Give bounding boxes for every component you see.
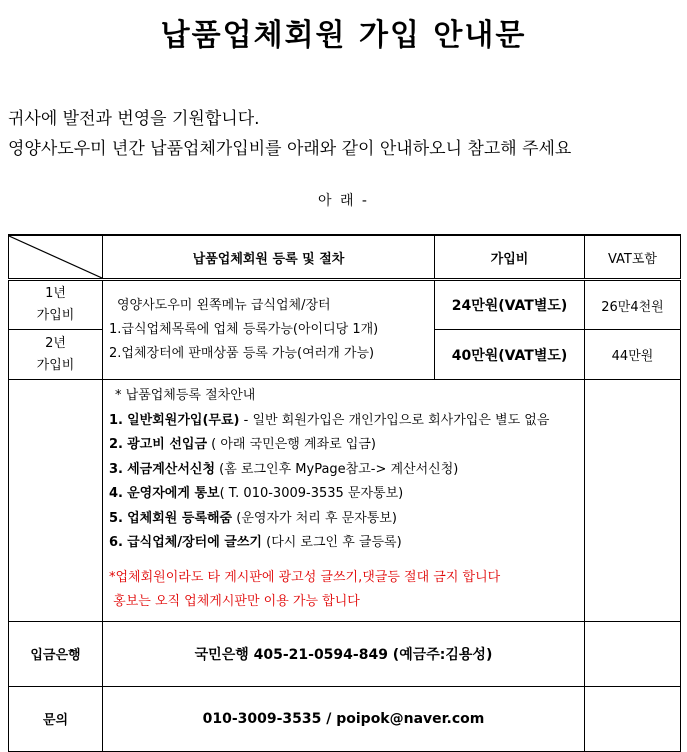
step-bold: 광고비 선입금 <box>127 437 207 452</box>
page-title: 납품업체회원 가입 안내문 <box>160 18 527 53</box>
empty-cell <box>9 380 103 622</box>
diagonal-line-icon <box>9 236 102 278</box>
steps-heading: * 납품업체등록 절차안내 <box>115 388 256 403</box>
process-line3: 2.업체장터에 판매상품 등록 가능(여러개 가능) <box>109 346 375 361</box>
bank-label: 입금은행 <box>9 621 103 686</box>
step-item <box>109 531 584 556</box>
table-row <box>9 280 681 330</box>
period-cell <box>9 330 103 380</box>
step-num: 3. <box>109 461 123 477</box>
subheading: 아 래 - <box>317 193 369 209</box>
step-bold: 업체회원 등록해줌 <box>127 510 233 526</box>
process-line1: 영양사도우미 왼쪽메뉴 급식업체/장터 <box>117 298 331 313</box>
step-bold: 운영자에게 통보 <box>127 486 220 501</box>
step-item <box>109 507 584 532</box>
step-num: 5. <box>109 510 123 526</box>
empty-cell <box>585 621 681 686</box>
step-rest: - 일반 회원가입은 개인가입으로 회사가입은 별도 없음 <box>239 412 550 428</box>
steps-row <box>9 380 681 622</box>
process-line2: 1.급식업체목록에 업체 등록가능(아이디당 1개) <box>109 322 379 337</box>
contact-value: 010-3009-3535 / poipok@naver.com <box>103 686 585 751</box>
step-num: 2. <box>109 437 123 452</box>
period-line2: 가입비 <box>36 308 75 323</box>
header-fee: 가입비 <box>435 235 585 280</box>
step-rest: (운영자가 처리 후 문자통보) <box>232 510 397 526</box>
greeting-line-1: 귀사에 발전과 번영을 기원합니다. <box>8 109 260 129</box>
step-rest: ( T. 010-3009-3535 문자통보) <box>219 486 404 501</box>
bank-value: 국민은행 405-21-0594-849 (예금주:김용성) <box>103 621 585 686</box>
steps-cell <box>103 380 585 622</box>
diagonal-header-cell <box>9 235 103 280</box>
greeting-line-2: 영양사도우미 년간 납품업체가입비를 아래와 같이 안내하오니 참고해 주세요 <box>8 139 572 159</box>
period-line2: 가입비 <box>36 357 75 373</box>
empty-cell <box>585 380 681 622</box>
contact-label: 문의 <box>9 686 103 751</box>
step-num: 6. <box>109 535 123 550</box>
step-bold: 급식업체/장터에 글쓰기 <box>127 535 262 550</box>
bank-row <box>9 621 681 686</box>
empty-cell <box>585 686 681 751</box>
period-line1: 2년 <box>45 335 66 351</box>
step-rest: ( 아래 국민은행 계좌로 입금) <box>207 437 376 452</box>
fee-table <box>8 234 681 752</box>
warning-line1: *업체회원이라도 타 게시판에 광고성 글쓰기,댓글등 절대 금지 합니다 <box>109 569 501 585</box>
fee-cell: 40만원(VAT별도) <box>435 330 585 380</box>
step-bold: 세금계산서신청 <box>127 461 216 477</box>
period-line1: 1년 <box>45 286 66 301</box>
step-num: 4. <box>109 486 123 501</box>
step-item <box>109 409 584 434</box>
header-row <box>9 235 681 280</box>
vat-cell: 26만4천원 <box>585 280 681 330</box>
header-vat: VAT포함 <box>585 235 681 280</box>
fee-cell: 24만원(VAT별도) <box>435 280 585 330</box>
step-item <box>109 433 584 458</box>
process-cell <box>103 280 435 380</box>
step-num: 1. <box>109 412 123 428</box>
header-process: 납품업체회원 등록 및 절차 <box>103 235 435 280</box>
warning-line2: 홍보는 오직 업체게시판만 이용 가능 합니다 <box>109 594 360 609</box>
step-bold: 일반회원가입(무료) <box>127 412 240 428</box>
vat-cell: 44만원 <box>585 330 681 380</box>
step-item <box>109 482 584 507</box>
step-rest: (다시 로그인 후 글등록) <box>261 535 402 550</box>
period-cell <box>9 280 103 330</box>
contact-row <box>9 686 681 751</box>
step-item <box>109 458 584 483</box>
step-rest: (홈 로그인후 MyPage참고-> 계산서신청) <box>215 461 459 477</box>
